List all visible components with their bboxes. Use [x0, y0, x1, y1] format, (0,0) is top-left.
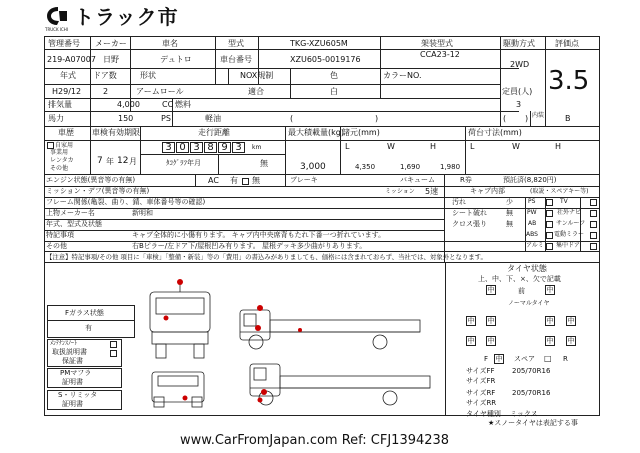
tire-r-label: R	[563, 355, 568, 363]
brake-label: ブレーキ	[290, 176, 318, 184]
dims-W-label: W	[387, 142, 395, 151]
eq-navi: 社外ナビ	[557, 209, 582, 216]
mileage-digit: 0	[176, 142, 189, 153]
tire-front-label: 前	[518, 287, 525, 295]
mileage-digit: 9	[218, 142, 231, 153]
tire-subtitle: 上、中、下、×、欠で記載	[478, 275, 561, 283]
recycle-value: 預託済(8,820円)	[503, 176, 557, 184]
history-check-private	[47, 142, 54, 149]
pm-proof: 証明書	[62, 378, 83, 386]
cabin-seat-value: 無	[506, 209, 513, 217]
tire-maker-label: タイヤ種別	[466, 410, 501, 418]
eq-ab: AB	[528, 220, 537, 227]
grade-label: 評価点	[555, 39, 579, 48]
maxload-value: 3,000	[300, 162, 326, 172]
eq-sunroof-check	[590, 221, 597, 228]
history-other: その他	[50, 165, 69, 172]
tire-fr-left-inner: 中	[487, 317, 495, 325]
ac-no-check	[242, 178, 249, 185]
model-label: 型式	[228, 39, 244, 48]
tire-size-ff-label: サイズFF	[466, 367, 495, 375]
tire-rr-left-inner: 中	[487, 337, 495, 345]
interior-value: B	[565, 114, 571, 123]
brand-sub: TRUCK ICHI	[45, 27, 68, 32]
damage-mark-lower-door	[261, 389, 267, 395]
tire-spare-value: □	[544, 354, 552, 363]
body-model-value: CCA23-12	[420, 50, 460, 59]
displacement-unit: CC	[162, 100, 174, 109]
damage-mark-lower-front	[258, 398, 263, 403]
truck-diagram	[140, 272, 440, 412]
doors-label: ドア数	[93, 71, 117, 80]
eq-ps: PS	[528, 198, 536, 205]
warranty-label: 保証書	[62, 357, 83, 365]
displacement-label: 排気量	[48, 100, 72, 109]
interior-label: 内装	[532, 112, 545, 119]
eq-sunroof: サンルーフ	[556, 220, 586, 227]
bed-L-label: L	[470, 142, 475, 151]
upper-maker-label: 上物メーカー名	[46, 209, 95, 217]
chassis-label: 車台番号	[220, 55, 252, 64]
inspection-label: 車検有効期限	[92, 128, 140, 137]
body-model-label: 架装型式	[421, 39, 453, 48]
damage-mark-side-bed	[298, 328, 302, 332]
pm-label: PMマフラ	[60, 369, 92, 377]
color-value: 白	[330, 87, 338, 96]
tacho-label: ﾀｺｸﾞﾗﾌ年月	[166, 159, 201, 167]
power-unit: PS	[161, 114, 171, 123]
tire-rr-left-outer: 中	[467, 337, 475, 345]
other-label: その他	[46, 242, 67, 250]
doors-value: 2	[103, 87, 109, 96]
tire-size-rr-label: サイズRR	[466, 399, 497, 407]
power-label: 馬力	[48, 114, 64, 123]
ac-label: AC	[208, 176, 219, 185]
eq-ab-check	[546, 221, 553, 228]
tire-normal-label: ノーマルタイヤ	[508, 300, 550, 307]
tire-maker-value: ミックス	[510, 410, 538, 418]
capacity-paren-open: (	[503, 114, 507, 123]
paren-open: (	[290, 114, 294, 123]
mission-value: 5速	[425, 187, 439, 196]
grade-value: 3.5	[548, 66, 590, 96]
cabin-header: (取説・スペアキー等)	[530, 188, 589, 195]
maker-label: メーカー	[95, 39, 127, 48]
fuel-value: 軽油	[205, 114, 221, 123]
eq-mirror: 電動ミラー	[554, 231, 585, 238]
cabin-cloth-value: 無	[506, 220, 513, 228]
bed-H-label: H	[555, 142, 562, 151]
model-value: TKG-XZU605M	[290, 39, 348, 48]
mgmt-label: 管理番号	[48, 39, 80, 48]
cabin-dirt-value: 少	[506, 198, 513, 206]
tire-fr-right-outer: 中	[567, 317, 575, 325]
tire-rr-right-outer: 中	[567, 337, 575, 345]
truck-logo-icon	[44, 5, 70, 27]
inspection-month-unit: 月	[129, 157, 137, 166]
mileage-digit: 3	[162, 142, 175, 153]
chassis-value: XZU605-0019176	[290, 55, 361, 64]
history-business: 事業用	[50, 149, 69, 156]
displacement-value: 4,000	[117, 100, 140, 109]
damage-mark-rear	[183, 396, 188, 401]
power-value: 150	[118, 114, 134, 123]
color-no-label: カラーNO.	[383, 71, 422, 80]
year-label: 年式	[60, 71, 76, 80]
manual-check	[110, 350, 117, 357]
r-label: R券	[460, 176, 472, 184]
special-text: キャブ全体的に小傷有ります。 キャブ内中央席背もたれ下番一つ折れています。	[132, 231, 386, 239]
inspection-year-unit: 年	[106, 157, 114, 166]
cabin-seat-label: シート破れ	[452, 209, 487, 217]
mileage-label: 走行距離	[198, 128, 230, 137]
year-value: H29/12	[52, 87, 82, 96]
tire-rr-right-inner: 中	[546, 337, 554, 345]
capacity-label: 定員(人)	[502, 87, 533, 96]
eq-abs: ABS	[526, 231, 538, 238]
car-name-label: 車名	[162, 39, 178, 48]
bed-label: 荷台寸法(mm)	[468, 128, 522, 137]
tire-f-value: 中	[495, 355, 503, 363]
nox-label: NOX規制	[240, 71, 274, 80]
capacity-value: 3	[516, 100, 522, 109]
drive-label: 駆動方式	[503, 39, 535, 48]
eq-alumi: アルミ	[526, 242, 544, 249]
history-rental: レンタカ	[50, 157, 74, 164]
mgmt-value: 219-A07007	[47, 55, 96, 64]
tire-size-rf-value: 205/70R16	[512, 389, 551, 397]
bed-W-label: W	[512, 142, 520, 151]
capacity-paren-close: )	[525, 114, 529, 123]
mission-small-label: ミッション	[385, 188, 415, 195]
color-label: 色	[330, 71, 338, 80]
tire-fr-right-inner: 中	[546, 317, 554, 325]
tire-size-fr-label: サイズFR	[466, 377, 496, 385]
dims-L-label: L	[345, 142, 350, 151]
frame-label: フレーム関係(亀裂、曲り、錆、車体番号等の確認)	[46, 198, 206, 206]
caution-note: 【注意】特記事項/その他 項目に「車検」「整備・新装」等の「費用」の書込みがありましても、価格には含まれておらず、当社では、対象外となります。	[46, 253, 487, 261]
car-name-value: デュトロ	[160, 55, 192, 64]
mileage-unit: km	[252, 144, 262, 151]
eq-pw: PW	[527, 209, 537, 216]
vacuum-label: バキューム	[400, 176, 435, 184]
watermark: www.CarFromJapan.com Ref: CFJ1394238	[180, 433, 450, 448]
dims-label: 諸元(mm)	[342, 128, 380, 137]
glass-value: 有	[85, 324, 92, 332]
drive-value: 2WD	[510, 60, 530, 69]
maint-check	[110, 341, 117, 348]
damage-mark-front-top	[177, 279, 183, 285]
eq-door-check	[590, 243, 597, 250]
manual-label: 取扱説明書	[52, 348, 87, 356]
tire-size-ff-value: 205/70R16	[512, 367, 551, 375]
dims-L-value: 4,350	[355, 163, 376, 171]
tire-spare-label: スペア	[514, 355, 535, 363]
paren-close: )	[375, 114, 379, 123]
eq-alumi-check	[546, 243, 553, 250]
engine-label: エンジン状態(異音等の有無)	[46, 176, 136, 184]
eq-tv-check	[590, 199, 597, 206]
fuel-label: 燃料	[175, 100, 191, 109]
eq-door: 集中ドア	[556, 242, 580, 249]
eq-pw-check	[546, 210, 553, 217]
eq-ps-check	[546, 199, 553, 206]
damage-mark-side-roof	[257, 305, 263, 311]
upper-year-label: 年式、型式及状態	[46, 220, 102, 228]
glass-label: Fガラス状態	[65, 309, 104, 317]
other-text: 右Bピラー/左ドア下/屋根凹み有ります。 屋根デッキ多少曲がりあります。	[132, 242, 367, 250]
tire-ff-right: 中	[546, 286, 554, 294]
tire-title: タイヤ状態	[507, 264, 547, 273]
eq-navi-check	[590, 210, 597, 217]
maint-label: ﾒﾝﾃﾅﾝｽﾉｰﾄ	[50, 340, 78, 347]
cabin-cloth-label: クロス張り	[452, 220, 487, 228]
mileage-digit: 3	[190, 142, 203, 153]
history-private: 自家用	[55, 142, 74, 149]
tire-size-rf-label: サイズRF	[466, 389, 496, 397]
eq-abs-check	[546, 232, 553, 239]
tire-note: ★スノータイヤは表記する事	[488, 419, 578, 427]
upper-maker-value: 新明和	[132, 209, 153, 217]
nox-value: 適合	[248, 87, 264, 96]
inspection-year: 7	[97, 156, 103, 166]
ac-no: 無	[252, 176, 260, 185]
shape-value: アームロール	[136, 87, 184, 96]
maker-value: 日野	[103, 55, 119, 64]
vehicle-history-label: 車歴	[58, 128, 74, 137]
tire-f-label: F	[484, 355, 489, 363]
s-label: S・リミッタ	[58, 391, 98, 399]
dims-H-label: H	[430, 142, 437, 151]
s-proof: 証明書	[62, 400, 83, 408]
eq-tv: TV	[560, 198, 568, 205]
cabin-label: キャブ内部	[470, 187, 505, 195]
shape-label: 形状	[140, 71, 156, 80]
mileage-digit: 8	[204, 142, 217, 153]
eq-mirror-check	[590, 232, 597, 239]
inspection-month: 12	[117, 156, 129, 166]
tire-ff-left: 中	[487, 286, 495, 294]
damage-mark-side-pillar	[255, 325, 261, 331]
damage-mark-front-left	[164, 316, 169, 321]
special-label: 特記事項	[46, 231, 74, 239]
mileage-digit: 3	[232, 142, 245, 153]
ac-yes: 有	[230, 176, 238, 185]
brand-name: トラック市	[74, 5, 179, 29]
maxload-label: 最大積載量(kg)	[288, 128, 344, 137]
dims-W-value: 1,690	[400, 163, 421, 171]
damage-marks	[164, 279, 303, 403]
dims-H-value: 1,980	[440, 163, 461, 171]
tire-fr-left-outer: 中	[467, 317, 475, 325]
mission-label: ミッション・デフ(異音等の有無)	[46, 187, 150, 195]
cabin-dirt-label: 汚れ	[452, 198, 466, 206]
tacho-value: 無	[260, 159, 268, 168]
